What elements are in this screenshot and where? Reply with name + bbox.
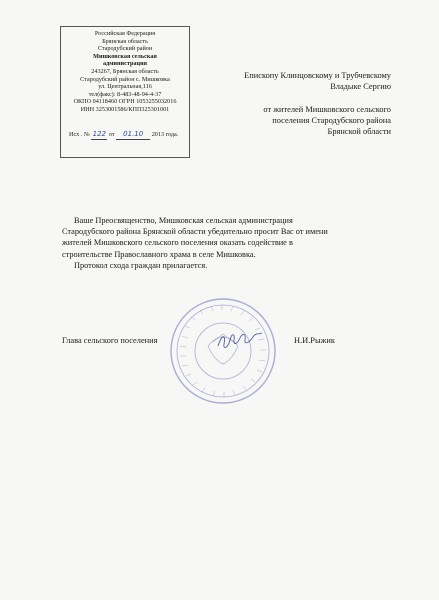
stamp-line: Стародубский район с. Мишковка [80, 75, 170, 83]
addressee-block [181, 70, 391, 137]
stamp-line: Брянская область [102, 37, 148, 45]
sender-line: поселения Стародубского района [272, 116, 391, 125]
stamp-line: ИНН 3253001586/КПП325301001 [80, 105, 170, 113]
body-line: строительстве Православного храма в селе Мишковка. [62, 249, 256, 259]
body-line: Ваше Преосвященство, Мишковская сельская администрация [74, 216, 293, 225]
outgoing-number-line [69, 131, 184, 140]
stamp-line: 243267, Брянская область [91, 67, 159, 75]
outgoing-number: 122 [92, 130, 107, 138]
outgoing-year: 2013 года. [151, 131, 179, 138]
stamp-line: ОКПО 04118460 ОГРН 1053255032016 [73, 98, 177, 106]
stamp-line: администрация [102, 60, 147, 68]
signatory-position: Глава сельского поселения [62, 336, 158, 345]
body-line: Стародубского района Брянской области убедительно просит Вас от имени [62, 227, 328, 237]
stamp-line: тел(факс): 8-483-48-94-4-37 [88, 90, 162, 98]
addressee-line: Епископу Клинцовскому и Трубчевскому [244, 71, 391, 80]
body-line: Протокол схода граждан прилагается. [74, 260, 208, 270]
outgoing-from: от [108, 131, 115, 138]
sender-line: от жителей Мишковского сельского [263, 105, 391, 114]
letter-body [62, 215, 362, 271]
sender-address-stamp [60, 26, 190, 158]
sender-line: Брянской области [327, 127, 391, 136]
stamp-line: Стародубский район [97, 45, 153, 53]
body-line: жителей Мишковского сельского поселения оказать содействие в [62, 238, 293, 248]
outgoing-date: 01.10 [116, 131, 150, 140]
stamp-line: Мишковская сельская [93, 52, 157, 60]
signatory-name: Н.И.Рыжик [294, 336, 335, 345]
addressee-line: Владыке Сергию [330, 82, 391, 91]
stamp-line: Российская Федерация [94, 30, 156, 37]
stamp-line: ул. Центральная,116 [98, 83, 152, 91]
outgoing-prefix: Исх . № [69, 131, 90, 138]
handwritten-signature-icon [214, 328, 274, 354]
